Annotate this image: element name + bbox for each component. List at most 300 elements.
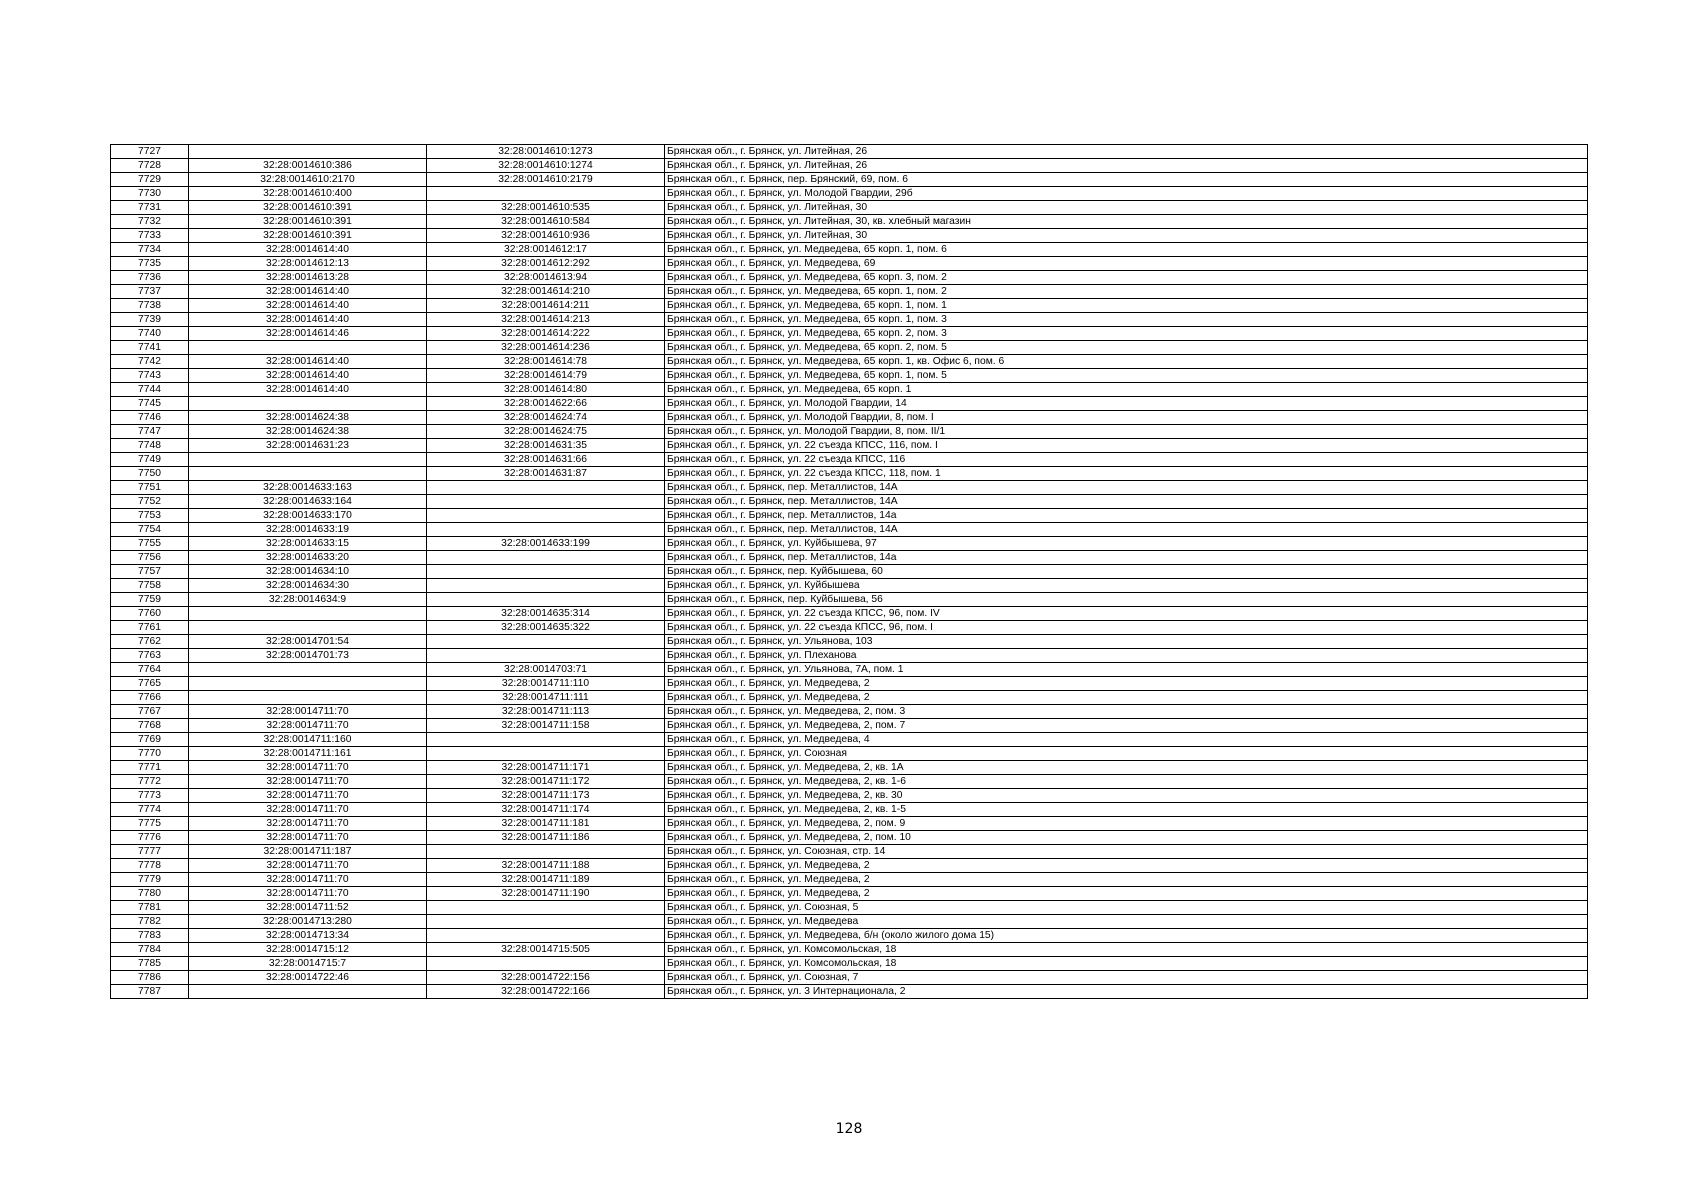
address-cell: Брянская обл., г. Брянск, ул. Медведева, 65 корп. 1 xyxy=(665,383,1588,397)
land-parcel-number-cell: 32:28:0014610:386 xyxy=(189,159,427,173)
land-parcel-number-cell: 32:28:0014633:15 xyxy=(189,537,427,551)
land-parcel-number-cell: 32:28:0014633:170 xyxy=(189,509,427,523)
address-cell: Брянская обл., г. Брянск, ул. Литейная, 26 xyxy=(665,159,1588,173)
address-cell: Брянская обл., г. Брянск, ул. Медведева, 2, пом. 3 xyxy=(665,705,1588,719)
object-number-cell xyxy=(427,901,665,915)
address-cell: Брянская обл., г. Брянск, ул. Литейная, 30 xyxy=(665,229,1588,243)
object-number-cell xyxy=(427,481,665,495)
object-number-cell: 32:28:0014624:74 xyxy=(427,411,665,425)
table-row xyxy=(111,215,1588,229)
address-cell: Брянская обл., г. Брянск, ул. Медведева, 65 корп. 3, пом. 2 xyxy=(665,271,1588,285)
object-number-cell: 32:28:0014610:936 xyxy=(427,229,665,243)
table-row xyxy=(111,859,1588,873)
table-row xyxy=(111,901,1588,915)
land-parcel-number-cell xyxy=(189,663,427,677)
row-number-cell: 7743 xyxy=(111,369,189,383)
row-number-cell: 7736 xyxy=(111,271,189,285)
row-number-cell: 7737 xyxy=(111,285,189,299)
row-number-cell: 7773 xyxy=(111,789,189,803)
land-parcel-number-cell: 32:28:0014711:52 xyxy=(189,901,427,915)
object-number-cell: 32:28:0014622:66 xyxy=(427,397,665,411)
table-row xyxy=(111,537,1588,551)
row-number-cell: 7734 xyxy=(111,243,189,257)
row-number-cell: 7758 xyxy=(111,579,189,593)
table-row xyxy=(111,579,1588,593)
row-number-cell: 7772 xyxy=(111,775,189,789)
address-cell: Брянская обл., г. Брянск, пер. Брянский, 69, пом. 6 xyxy=(665,173,1588,187)
land-parcel-number-cell: 32:28:0014722:46 xyxy=(189,971,427,985)
address-cell: Брянская обл., г. Брянск, ул. Молодой Гвардии, 29б xyxy=(665,187,1588,201)
row-number-cell: 7729 xyxy=(111,173,189,187)
row-number-cell: 7774 xyxy=(111,803,189,817)
address-cell: Брянская обл., г. Брянск, ул. Медведева, б/н (около жилого дома 15) xyxy=(665,929,1588,943)
object-number-cell: 32:28:0014722:156 xyxy=(427,971,665,985)
object-number-cell: 32:28:0014711:181 xyxy=(427,817,665,831)
table-row xyxy=(111,397,1588,411)
land-parcel-number-cell: 32:28:0014634:9 xyxy=(189,593,427,607)
row-number-cell: 7775 xyxy=(111,817,189,831)
row-number-cell: 7763 xyxy=(111,649,189,663)
table-row xyxy=(111,677,1588,691)
row-number-cell: 7735 xyxy=(111,257,189,271)
land-parcel-number-cell: 32:28:0014633:163 xyxy=(189,481,427,495)
row-number-cell: 7732 xyxy=(111,215,189,229)
object-number-cell: 32:28:0014631:66 xyxy=(427,453,665,467)
row-number-cell: 7755 xyxy=(111,537,189,551)
table-row xyxy=(111,201,1588,215)
object-number-cell: 32:28:0014614:79 xyxy=(427,369,665,383)
object-number-cell: 32:28:0014722:166 xyxy=(427,985,665,999)
table-row xyxy=(111,439,1588,453)
table-row xyxy=(111,159,1588,173)
object-number-cell: 32:28:0014711:189 xyxy=(427,873,665,887)
land-parcel-number-cell: 32:28:0014711:70 xyxy=(189,873,427,887)
object-number-cell: 32:28:0014711:173 xyxy=(427,789,665,803)
land-parcel-number-cell xyxy=(189,341,427,355)
table-row xyxy=(111,971,1588,985)
row-number-cell: 7731 xyxy=(111,201,189,215)
address-cell: Брянская обл., г. Брянск, ул. Молодой Гвардии, 8, пом. I xyxy=(665,411,1588,425)
object-number-cell: 32:28:0014610:1273 xyxy=(427,145,665,159)
address-cell: Брянская обл., г. Брянск, пер. Металлистов, 14А xyxy=(665,495,1588,509)
object-number-cell xyxy=(427,551,665,565)
land-parcel-number-cell: 32:28:0014711:70 xyxy=(189,831,427,845)
row-number-cell: 7756 xyxy=(111,551,189,565)
land-parcel-number-cell: 32:28:0014610:2170 xyxy=(189,173,427,187)
page-number: 128 xyxy=(835,1121,863,1137)
address-cell: Брянская обл., г. Брянск, пер. Металлистов, 14А xyxy=(665,523,1588,537)
object-number-cell xyxy=(427,635,665,649)
table-row xyxy=(111,411,1588,425)
land-parcel-number-cell xyxy=(189,145,427,159)
table-row xyxy=(111,495,1588,509)
object-number-cell xyxy=(427,579,665,593)
land-parcel-number-cell xyxy=(189,467,427,481)
object-number-cell xyxy=(427,733,665,747)
address-cell: Брянская обл., г. Брянск, ул. Литейная, 30, кв. хлебный магазин xyxy=(665,215,1588,229)
row-number-cell: 7786 xyxy=(111,971,189,985)
address-cell: Брянская обл., г. Брянск, ул. Куйбышева xyxy=(665,579,1588,593)
row-number-cell: 7752 xyxy=(111,495,189,509)
row-number-cell: 7750 xyxy=(111,467,189,481)
row-number-cell: 7767 xyxy=(111,705,189,719)
row-number-cell: 7776 xyxy=(111,831,189,845)
address-cell: Брянская обл., г. Брянск, ул. 22 съезда КПСС, 118, пом. 1 xyxy=(665,467,1588,481)
land-parcel-number-cell: 32:28:0014614:40 xyxy=(189,369,427,383)
row-number-cell: 7759 xyxy=(111,593,189,607)
land-parcel-number-cell: 32:28:0014614:40 xyxy=(189,383,427,397)
land-parcel-number-cell xyxy=(189,607,427,621)
row-number-cell: 7728 xyxy=(111,159,189,173)
address-cell: Брянская обл., г. Брянск, ул. Ульянова, 7А, пом. 1 xyxy=(665,663,1588,677)
land-parcel-number-cell: 32:28:0014711:70 xyxy=(189,887,427,901)
object-number-cell: 32:28:0014610:1274 xyxy=(427,159,665,173)
land-parcel-number-cell: 32:28:0014614:40 xyxy=(189,299,427,313)
address-cell: Брянская обл., г. Брянск, ул. 22 съезда КПСС, 116, пом. I xyxy=(665,439,1588,453)
address-cell: Брянская обл., г. Брянск, ул. Медведева, 2 xyxy=(665,691,1588,705)
table-row xyxy=(111,761,1588,775)
object-number-cell xyxy=(427,565,665,579)
land-parcel-number-cell: 32:28:0014711:70 xyxy=(189,719,427,733)
land-parcel-number-cell: 32:28:0014624:38 xyxy=(189,425,427,439)
row-number-cell: 7768 xyxy=(111,719,189,733)
land-parcel-number-cell: 32:28:0014713:280 xyxy=(189,915,427,929)
row-number-cell: 7746 xyxy=(111,411,189,425)
table-row xyxy=(111,817,1588,831)
land-parcel-number-cell: 32:28:0014634:30 xyxy=(189,579,427,593)
land-parcel-number-cell: 32:28:0014631:23 xyxy=(189,439,427,453)
land-parcel-number-cell: 32:28:0014610:391 xyxy=(189,229,427,243)
table-row xyxy=(111,453,1588,467)
table-row xyxy=(111,425,1588,439)
land-parcel-number-cell xyxy=(189,677,427,691)
row-number-cell: 7740 xyxy=(111,327,189,341)
address-cell: Брянская обл., г. Брянск, ул. Медведева, 65 корп. 1, пом. 6 xyxy=(665,243,1588,257)
object-number-cell: 32:28:0014635:314 xyxy=(427,607,665,621)
address-cell: Брянская обл., г. Брянск, ул. Комсомольская, 18 xyxy=(665,943,1588,957)
registry-table-body xyxy=(111,145,1588,999)
address-cell: Брянская обл., г. Брянск, ул. 22 съезда КПСС, 116 xyxy=(665,453,1588,467)
table-row xyxy=(111,747,1588,761)
address-cell: Брянская обл., г. Брянск, ул. Союзная, 7 xyxy=(665,971,1588,985)
object-number-cell xyxy=(427,845,665,859)
table-row xyxy=(111,341,1588,355)
row-number-cell: 7742 xyxy=(111,355,189,369)
land-parcel-number-cell: 32:28:0014711:187 xyxy=(189,845,427,859)
object-number-cell: 32:28:0014612:17 xyxy=(427,243,665,257)
land-parcel-number-cell: 32:28:0014711:70 xyxy=(189,859,427,873)
table-row xyxy=(111,873,1588,887)
row-number-cell: 7787 xyxy=(111,985,189,999)
land-parcel-number-cell: 32:28:0014711:70 xyxy=(189,817,427,831)
object-number-cell: 32:28:0014612:292 xyxy=(427,257,665,271)
table-row xyxy=(111,663,1588,677)
table-row xyxy=(111,803,1588,817)
table-row xyxy=(111,383,1588,397)
address-cell: Брянская обл., г. Брянск, ул. Куйбышева, 97 xyxy=(665,537,1588,551)
land-parcel-number-cell: 32:28:0014633:19 xyxy=(189,523,427,537)
address-cell: Брянская обл., г. Брянск, пер. Металлистов, 14а xyxy=(665,509,1588,523)
land-parcel-number-cell: 32:28:0014711:70 xyxy=(189,803,427,817)
row-number-cell: 7748 xyxy=(111,439,189,453)
address-cell: Брянская обл., г. Брянск, ул. Медведева, 69 xyxy=(665,257,1588,271)
address-cell: Брянская обл., г. Брянск, ул. Медведева, 2 xyxy=(665,873,1588,887)
row-number-cell: 7762 xyxy=(111,635,189,649)
address-cell: Брянская обл., г. Брянск, пер. Металлистов, 14а xyxy=(665,551,1588,565)
object-number-cell: 32:28:0014610:584 xyxy=(427,215,665,229)
land-parcel-number-cell: 32:28:0014633:164 xyxy=(189,495,427,509)
row-number-cell: 7744 xyxy=(111,383,189,397)
row-number-cell: 7753 xyxy=(111,509,189,523)
table-row xyxy=(111,635,1588,649)
table-row xyxy=(111,551,1588,565)
address-cell: Брянская обл., г. Брянск, пер. Металлистов, 14А xyxy=(665,481,1588,495)
table-row xyxy=(111,831,1588,845)
row-number-cell: 7751 xyxy=(111,481,189,495)
land-parcel-number-cell: 32:28:0014610:400 xyxy=(189,187,427,201)
address-cell: Брянская обл., г. Брянск, ул. Плеханова xyxy=(665,649,1588,663)
table-row xyxy=(111,985,1588,999)
land-parcel-number-cell: 32:28:0014624:38 xyxy=(189,411,427,425)
table-row xyxy=(111,733,1588,747)
land-parcel-number-cell: 32:28:0014711:161 xyxy=(189,747,427,761)
address-cell: Брянская обл., г. Брянск, ул. Союзная xyxy=(665,747,1588,761)
object-number-cell: 32:28:0014613:94 xyxy=(427,271,665,285)
land-parcel-number-cell xyxy=(189,691,427,705)
table-row xyxy=(111,607,1588,621)
land-parcel-number-cell: 32:28:0014633:20 xyxy=(189,551,427,565)
land-parcel-number-cell: 32:28:0014610:391 xyxy=(189,215,427,229)
row-number-cell: 7754 xyxy=(111,523,189,537)
object-number-cell: 32:28:0014614:211 xyxy=(427,299,665,313)
address-cell: Брянская обл., г. Брянск, ул. Медведева, 65 корп. 2, пом. 3 xyxy=(665,327,1588,341)
table-row xyxy=(111,957,1588,971)
table-row xyxy=(111,313,1588,327)
land-parcel-number-cell: 32:28:0014701:73 xyxy=(189,649,427,663)
row-number-cell: 7769 xyxy=(111,733,189,747)
table-row xyxy=(111,845,1588,859)
row-number-cell: 7783 xyxy=(111,929,189,943)
address-cell: Брянская обл., г. Брянск, ул. Молодой Гвардии, 8, пом. II/1 xyxy=(665,425,1588,439)
object-number-cell: 32:28:0014610:2179 xyxy=(427,173,665,187)
land-parcel-number-cell: 32:28:0014614:40 xyxy=(189,285,427,299)
object-number-cell: 32:28:0014715:505 xyxy=(427,943,665,957)
object-number-cell: 32:28:0014614:78 xyxy=(427,355,665,369)
address-cell: Брянская обл., г. Брянск, ул. 22 съезда КПСС, 96, пом. IV xyxy=(665,607,1588,621)
table-row xyxy=(111,467,1588,481)
land-parcel-number-cell: 32:28:0014711:70 xyxy=(189,775,427,789)
table-row xyxy=(111,649,1588,663)
land-parcel-number-cell: 32:28:0014701:54 xyxy=(189,635,427,649)
object-number-cell xyxy=(427,929,665,943)
object-number-cell: 32:28:0014711:113 xyxy=(427,705,665,719)
object-number-cell: 32:28:0014711:111 xyxy=(427,691,665,705)
address-cell: Брянская обл., г. Брянск, ул. Молодой Гвардии, 14 xyxy=(665,397,1588,411)
address-cell: Брянская обл., г. Брянск, ул. Медведева, 65 корп. 2, пом. 5 xyxy=(665,341,1588,355)
row-number-cell: 7781 xyxy=(111,901,189,915)
row-number-cell: 7761 xyxy=(111,621,189,635)
row-number-cell: 7730 xyxy=(111,187,189,201)
land-parcel-number-cell: 32:28:0014614:40 xyxy=(189,313,427,327)
registry-table xyxy=(110,144,1588,999)
row-number-cell: 7765 xyxy=(111,677,189,691)
object-number-cell: 32:28:0014610:535 xyxy=(427,201,665,215)
table-row xyxy=(111,621,1588,635)
address-cell: Брянская обл., г. Брянск, ул. Медведева, 2, кв. 1А xyxy=(665,761,1588,775)
object-number-cell: 32:28:0014703:71 xyxy=(427,663,665,677)
address-cell: Брянская обл., г. Брянск, ул. Медведева, 2 xyxy=(665,887,1588,901)
land-parcel-number-cell: 32:28:0014634:10 xyxy=(189,565,427,579)
object-number-cell: 32:28:0014614:213 xyxy=(427,313,665,327)
table-row xyxy=(111,929,1588,943)
object-number-cell: 32:28:0014631:35 xyxy=(427,439,665,453)
row-number-cell: 7777 xyxy=(111,845,189,859)
address-cell: Брянская обл., г. Брянск, ул. Медведева, 2 xyxy=(665,677,1588,691)
address-cell: Брянская обл., г. Брянск, ул. Медведева, 65 корп. 1, пом. 3 xyxy=(665,313,1588,327)
table-row xyxy=(111,509,1588,523)
address-cell: Брянская обл., г. Брянск, ул. Союзная, 5 xyxy=(665,901,1588,915)
object-number-cell: 32:28:0014635:322 xyxy=(427,621,665,635)
object-number-cell: 32:28:0014711:190 xyxy=(427,887,665,901)
land-parcel-number-cell: 32:28:0014613:28 xyxy=(189,271,427,285)
object-number-cell: 32:28:0014711:172 xyxy=(427,775,665,789)
address-cell: Брянская обл., г. Брянск, ул. Комсомольская, 18 xyxy=(665,957,1588,971)
object-number-cell: 32:28:0014614:222 xyxy=(427,327,665,341)
land-parcel-number-cell: 32:28:0014610:391 xyxy=(189,201,427,215)
table-row xyxy=(111,355,1588,369)
table-row xyxy=(111,915,1588,929)
object-number-cell: 32:28:0014631:87 xyxy=(427,467,665,481)
row-number-cell: 7741 xyxy=(111,341,189,355)
row-number-cell: 7749 xyxy=(111,453,189,467)
land-parcel-number-cell: 32:28:0014711:70 xyxy=(189,761,427,775)
object-number-cell: 32:28:0014711:188 xyxy=(427,859,665,873)
land-parcel-number-cell: 32:28:0014713:34 xyxy=(189,929,427,943)
table-row xyxy=(111,481,1588,495)
address-cell: Брянская обл., г. Брянск, ул. Литейная, 26 xyxy=(665,145,1588,159)
object-number-cell: 32:28:0014614:236 xyxy=(427,341,665,355)
table-row xyxy=(111,565,1588,579)
land-parcel-number-cell: 32:28:0014612:13 xyxy=(189,257,427,271)
address-cell: Брянская обл., г. Брянск, ул. Медведева, 65 корп. 1, кв. Офис 6, пом. 6 xyxy=(665,355,1588,369)
address-cell: Брянская обл., г. Брянск, ул. Союзная, стр. 14 xyxy=(665,845,1588,859)
address-cell: Брянская обл., г. Брянск, ул. 3 Интернационала, 2 xyxy=(665,985,1588,999)
address-cell: Брянская обл., г. Брянск, ул. Ульянова, 103 xyxy=(665,635,1588,649)
row-number-cell: 7784 xyxy=(111,943,189,957)
address-cell: Брянская обл., г. Брянск, пер. Куйбышева, 56 xyxy=(665,593,1588,607)
row-number-cell: 7764 xyxy=(111,663,189,677)
row-number-cell: 7760 xyxy=(111,607,189,621)
table-row xyxy=(111,523,1588,537)
object-number-cell: 32:28:0014614:210 xyxy=(427,285,665,299)
land-parcel-number-cell xyxy=(189,453,427,467)
address-cell: Брянская обл., г. Брянск, ул. Медведева, 2, кв. 1-5 xyxy=(665,803,1588,817)
land-parcel-number-cell: 32:28:0014711:160 xyxy=(189,733,427,747)
land-parcel-number-cell: 32:28:0014614:46 xyxy=(189,327,427,341)
land-parcel-number-cell xyxy=(189,621,427,635)
table-row xyxy=(111,243,1588,257)
row-number-cell: 7778 xyxy=(111,859,189,873)
address-cell: Брянская обл., г. Брянск, ул. Медведева xyxy=(665,915,1588,929)
table-row xyxy=(111,257,1588,271)
land-parcel-number-cell xyxy=(189,985,427,999)
row-number-cell: 7770 xyxy=(111,747,189,761)
table-row xyxy=(111,173,1588,187)
row-number-cell: 7738 xyxy=(111,299,189,313)
land-parcel-number-cell xyxy=(189,397,427,411)
table-row xyxy=(111,705,1588,719)
object-number-cell xyxy=(427,523,665,537)
land-parcel-number-cell: 32:28:0014711:70 xyxy=(189,705,427,719)
object-number-cell xyxy=(427,957,665,971)
row-number-cell: 7785 xyxy=(111,957,189,971)
address-cell: Брянская обл., г. Брянск, ул. Медведева, 65 корп. 1, пом. 2 xyxy=(665,285,1588,299)
land-parcel-number-cell: 32:28:0014715:7 xyxy=(189,957,427,971)
address-cell: Брянская обл., г. Брянск, ул. Медведева, 2, кв. 1-6 xyxy=(665,775,1588,789)
row-number-cell: 7780 xyxy=(111,887,189,901)
object-number-cell: 32:28:0014633:199 xyxy=(427,537,665,551)
row-number-cell: 7779 xyxy=(111,873,189,887)
object-number-cell xyxy=(427,649,665,663)
row-number-cell: 7747 xyxy=(111,425,189,439)
object-number-cell xyxy=(427,509,665,523)
row-number-cell: 7766 xyxy=(111,691,189,705)
table-row xyxy=(111,271,1588,285)
row-number-cell: 7782 xyxy=(111,915,189,929)
land-parcel-number-cell: 32:28:0014614:40 xyxy=(189,355,427,369)
table-row xyxy=(111,691,1588,705)
table-row xyxy=(111,299,1588,313)
row-number-cell: 7771 xyxy=(111,761,189,775)
address-cell: Брянская обл., г. Брянск, ул. Медведева, 65 корп. 1, пом. 5 xyxy=(665,369,1588,383)
address-cell: Брянская обл., г. Брянск, ул. Литейная, 30 xyxy=(665,201,1588,215)
row-number-cell: 7757 xyxy=(111,565,189,579)
object-number-cell: 32:28:0014614:80 xyxy=(427,383,665,397)
object-number-cell xyxy=(427,593,665,607)
table-row xyxy=(111,145,1588,159)
table-row xyxy=(111,943,1588,957)
table-row xyxy=(111,593,1588,607)
address-cell: Брянская обл., г. Брянск, ул. Медведева, 4 xyxy=(665,733,1588,747)
table-row xyxy=(111,229,1588,243)
row-number-cell: 7739 xyxy=(111,313,189,327)
object-number-cell xyxy=(427,187,665,201)
object-number-cell xyxy=(427,495,665,509)
table-row xyxy=(111,285,1588,299)
land-parcel-number-cell: 32:28:0014614:40 xyxy=(189,243,427,257)
row-number-cell: 7727 xyxy=(111,145,189,159)
land-parcel-number-cell: 32:28:0014715:12 xyxy=(189,943,427,957)
table-row xyxy=(111,187,1588,201)
table-row xyxy=(111,369,1588,383)
object-number-cell: 32:28:0014711:174 xyxy=(427,803,665,817)
table-row xyxy=(111,887,1588,901)
address-cell: Брянская обл., г. Брянск, ул. Медведева, 2, пом. 9 xyxy=(665,817,1588,831)
address-cell: Брянская обл., г. Брянск, ул. Медведева, 2, кв. 30 xyxy=(665,789,1588,803)
address-cell: Брянская обл., г. Брянск, пер. Куйбышева, 60 xyxy=(665,565,1588,579)
object-number-cell: 32:28:0014711:171 xyxy=(427,761,665,775)
object-number-cell: 32:28:0014711:110 xyxy=(427,677,665,691)
object-number-cell: 32:28:0014711:186 xyxy=(427,831,665,845)
table-row xyxy=(111,327,1588,341)
row-number-cell: 7745 xyxy=(111,397,189,411)
object-number-cell: 32:28:0014711:158 xyxy=(427,719,665,733)
object-number-cell xyxy=(427,915,665,929)
address-cell: Брянская обл., г. Брянск, ул. 22 съезда КПСС, 96, пом. I xyxy=(665,621,1588,635)
object-number-cell: 32:28:0014624:75 xyxy=(427,425,665,439)
land-parcel-number-cell: 32:28:0014711:70 xyxy=(189,789,427,803)
address-cell: Брянская обл., г. Брянск, ул. Медведева, 2, пом. 7 xyxy=(665,719,1588,733)
